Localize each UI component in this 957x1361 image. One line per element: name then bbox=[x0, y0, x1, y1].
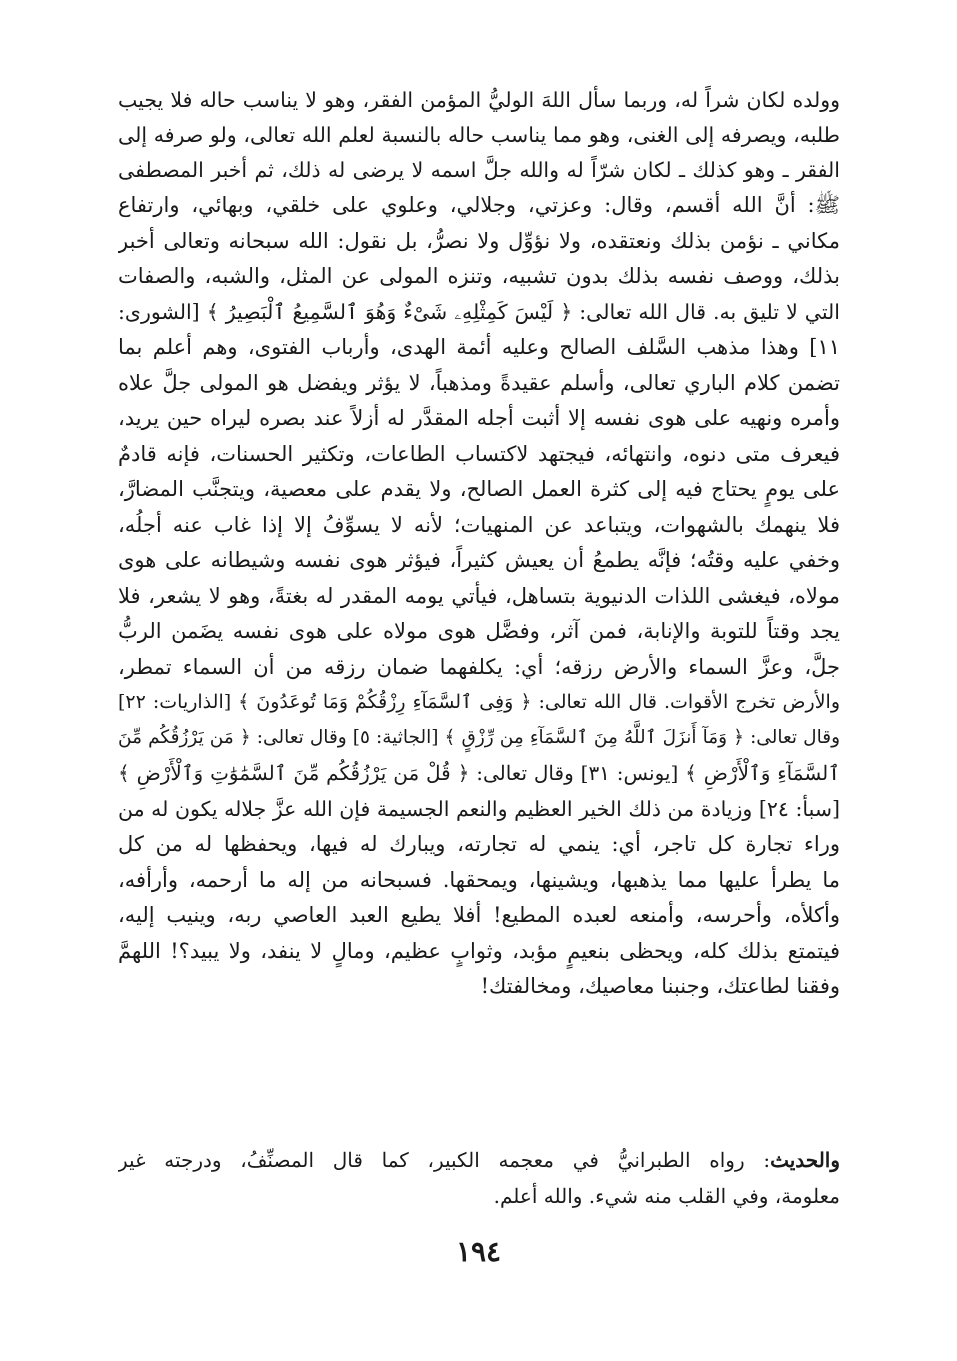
note-line bbox=[118, 1140, 840, 1180]
text-line: [سبأ: ٢٤] وزيادة من ذلك الخير العظيم والنعم الجسيمة فإن الله عزَّ جلاله يكون له من bbox=[118, 797, 840, 821]
text-line: مولاه، فيغشى اللذات الدنيوية بتساهل، فيأتي يومه المقدر له بغتةً، وهو لا يشعر، فلا bbox=[118, 584, 840, 608]
note-lead-word: والحديث bbox=[770, 1148, 840, 1172]
text-line: فلا ينهمك بالشهوات، ويتباعد عن المنهيات؛ لأنه لا يسوِّفُ إلا إذا غاب عنه أجلُه، bbox=[118, 513, 840, 537]
text-line: وأمره ونهيه على هوى نفسه إلا أثبت أجله المقدَّر له أزلاً عند بصره ليراه حين يريد، bbox=[118, 406, 840, 430]
text-line-quran-quote: ٱلسَّمَآءِ وَٱلْأَرْضِ ﴾ [يونس: ٣١] وقال تعالى: ﴿ قُلْ مَن يَرْزُقُكُم مِّنَ ٱلسَّمَٰوَٰتِ وَٱلْأَرْضِ ﴾ bbox=[118, 761, 840, 785]
text-line: طلبه، ويصرفه إلى الغنى، وهو مما يناسب حاله بالنسبة لعلم الله تعالى، ولو صرفه إلى bbox=[118, 123, 840, 147]
note-line: معلومة، وفي القلب منه شيء. والله أعلم. bbox=[493, 1184, 840, 1208]
text-line-quran-quote: والأرض تخرج الأقوات. قال الله تعالى: ﴿ وَفِى ٱلسَّمَآءِ رِزْقُكُمْ وَمَا تُوعَدُونَ ﴾ [الذاريات: ٢٢] bbox=[118, 691, 840, 713]
text-line: على يومٍ يحتاج فيه إلى كثرة العمل الصالح، ولا يقدم على معصية، ويتجنَّب المضارَّ، bbox=[118, 477, 840, 501]
text-line: وراء تجارة كل تاجر، أي: ينمي له تجارته، ويبارك له فيها، ويحفظها له من كل bbox=[118, 832, 840, 856]
note-line-text: : رواه الطبرانيُّ في معجمه الكبير، كما قال المصنِّفُ، ودرجته غير bbox=[118, 1148, 771, 1172]
text-line: ﷺ: أنَّ الله أقسم، وقال: وعزتي، وجلالي، وعلوي على خلقي، وبهائي، وارتفاع bbox=[118, 193, 840, 217]
text-line: يجد وقتاً للتوبة والإنابة، فمن آثر، وفضَّل هوى مولاه على هوى نفسه يضَمن الربُّ bbox=[118, 619, 840, 643]
text-line: جلَّ، وعزَّ السماء والأرض رزقه؛ أي: يكلفهما ضمان رزقه من أن السماء تمطر، bbox=[118, 655, 840, 679]
text-line: وخفي عليه وقتُه؛ فإنَّه يطمعُ أن يعيش كثيراً، فيؤثر هوى نفسه وشيطانه على هوى bbox=[118, 548, 840, 572]
text-line: وأكلأه، وأحرسه، وأمنعه لعبده المطيع! أفلا يطيع العبد العاصي ربه، وينيب إليه، bbox=[118, 903, 840, 927]
text-line: بذلك، ووصف نفسه بذلك بدون تشبيه، وتنزه المولى عن المثل، والشبه، والصفات bbox=[118, 264, 840, 288]
text-line-quran-quote: وقال تعالى: ﴿ وَمَآ أَنزَلَ ٱللَّهُ مِنَ ٱلسَّمَآءِ مِن رِّزْقٍ ﴾ [الجاثية: ٥] وقال تعالى: ﴿ مَن يَرْزُقُكُم مِّنَ bbox=[118, 727, 840, 748]
text-line: ١١] وهذا مذهب السَّلف الصالح وعليه أئمة الهدى، وأرباب الفتوى، وهم أعلم بما bbox=[118, 335, 840, 359]
text-line: ما يطرأ عليها مما يذهبها، ويشينها، ويمحقها. فسبحانه من إله ما أرحمه، وأرأفه، bbox=[118, 868, 840, 892]
text-line: وولده لكان شراً له، وربما سأل اللهَ الوليُّ المؤمن الفقر، وهو لا يناسب حاله فلا يجيب bbox=[118, 88, 840, 112]
text-line: فيتمتع بذلك كله، ويحظى بنعيمٍ مؤبد، وثوابٍ عظيم، ومالٍ لا ينفد، ولا يبيد؟! اللهمَّ bbox=[118, 939, 840, 963]
text-line: تضمن كلام الباري تعالى، وأسلم عقيدةً ومذهباً، لا يؤثر ويفضل هو المولى جلَّ علاه bbox=[118, 371, 840, 395]
text-line: مكاني ـ نؤمن بذلك ونعتقده، ولا نؤوِّل ولا نصرُّ، بل نقول: الله سبحانه وتعالى أخبر bbox=[118, 229, 840, 253]
text-line: الفقر ـ وهو كذلك ـ لكان شرّاً له والله جلَّ اسمه لا يرضى له ذلك، ثم أخبر المصطفى bbox=[118, 158, 840, 182]
page-number: ١٩٤ bbox=[455, 1235, 502, 1268]
text-line: فيعرف متى دنوه، وانتهائه، فيجتهد لاكتساب الطاعات، وتكثير الحسنات، فإنه قادمٌ bbox=[118, 442, 840, 466]
text-line: وفقنا لطاعتك، وجنبنا معاصيك، ومخالفتك! bbox=[480, 974, 840, 998]
text-line-quran-quote: التي لا تليق به. قال الله تعالى: ﴿ لَيْسَ كَمِثْلِهِۦ شَىْءٌ وَهُوَ ٱلسَّمِيعُ ٱلْبَصِيرُ ﴾ [الشورى: bbox=[118, 300, 840, 324]
